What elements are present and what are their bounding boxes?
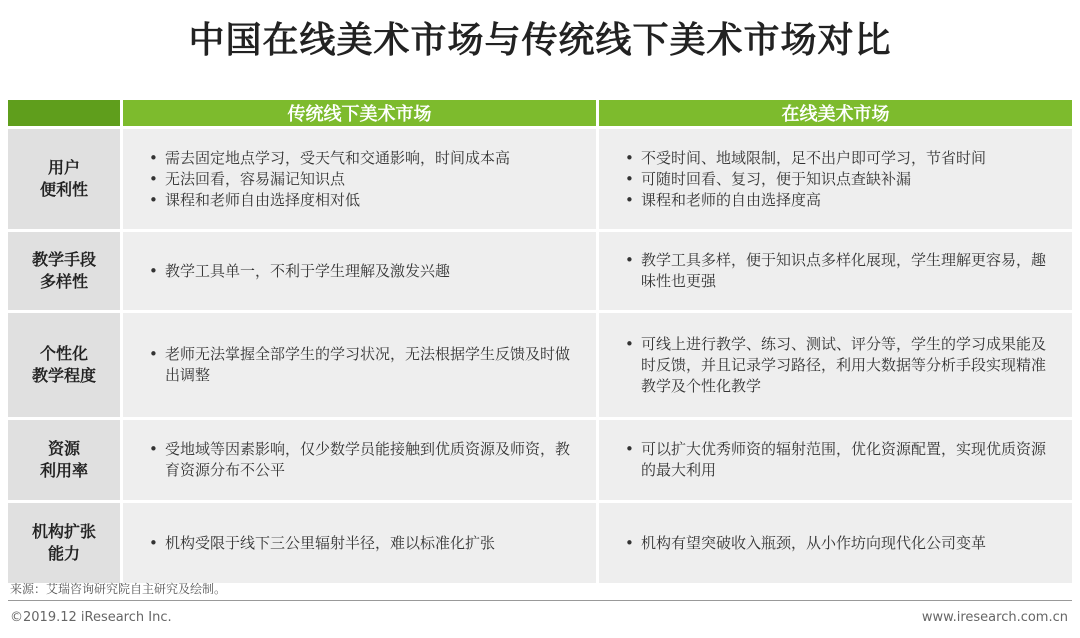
list-item: • 教学工具单一，不利于学生理解及激发兴趣	[153, 261, 450, 282]
cell-online-personalization	[599, 313, 1072, 417]
list-item: • 教学工具多样，便于知识点多样化展现，学生理解更容易，趣味性也更强	[629, 250, 1058, 292]
row-label-line: 利用率	[39, 461, 88, 480]
row-label-line: 能力	[47, 544, 80, 563]
cell-online-convenience	[599, 129, 1072, 229]
row-label-teaching-diversity	[8, 232, 120, 310]
row-label-line: 用户	[47, 158, 80, 177]
cell-online-teaching-diversity	[599, 232, 1072, 310]
list-item: • 机构受限于线下三公里辐射半径，难以标准化扩张	[153, 533, 495, 554]
table-header-online: 在线美术市场	[599, 100, 1072, 126]
cell-online-resource-utilization	[599, 420, 1072, 500]
list-item: • 需去固定地点学习，受天气和交通影响，时间成本高	[153, 148, 510, 169]
list-item: • 无法回看，容易漏记知识点	[153, 169, 510, 190]
list-item: • 老师无法掌握全部学生的学习状况，无法根据学生反馈及时做出调整	[153, 344, 582, 386]
list-item: • 可线上进行教学、练习、测试、评分等，学生的学习成果能及时反馈，并且记录学习路径，利用大数据等分析手段实现精准教学及个性化教学	[629, 334, 1058, 397]
cell-online-expansion	[599, 503, 1072, 583]
table-header-offline: 传统线下美术市场	[123, 100, 596, 126]
footer-divider	[8, 600, 1072, 601]
list-item: • 受地域等因素影响，仅少数学员能接触到优质资源及师资，教育资源分布不公平	[153, 439, 582, 481]
cell-offline-teaching-diversity	[123, 232, 596, 310]
table-header-corner	[8, 100, 120, 126]
list-item: • 机构有望突破收入瓶颈，从小作坊向现代化公司变革	[629, 533, 986, 554]
comparison-table	[8, 100, 1072, 583]
cell-offline-convenience	[123, 129, 596, 229]
cell-offline-personalization	[123, 313, 596, 417]
page-title: 中国在线美术市场与传统线下美术市场对比	[188, 20, 892, 61]
list-item: • 课程和老师自由选择度相对低	[153, 190, 510, 211]
row-label-convenience	[8, 129, 120, 229]
list-item: • 可随时回看、复习，便于知识点查缺补漏	[629, 169, 986, 190]
row-label-line: 资源	[47, 439, 80, 458]
row-label-line: 教学手段	[31, 250, 96, 269]
list-item: • 可以扩大优秀师资的辐射范围，优化资源配置，实现优质资源的最大利用	[629, 439, 1058, 481]
list-item: • 不受时间、地域限制，足不出户即可学习，节省时间	[629, 148, 986, 169]
row-label-line: 机构扩张	[31, 522, 96, 541]
copyright: ©2019.12 iResearch Inc.	[10, 610, 172, 625]
cell-offline-expansion	[123, 503, 596, 583]
source-note: 来源：艾瑞咨询研究院自主研究及绘制。	[10, 582, 227, 596]
row-label-line: 多样性	[39, 272, 88, 291]
row-label-line: 便利性	[39, 180, 88, 199]
row-label-resource-utilization	[8, 420, 120, 500]
row-label-line: 教学程度	[31, 366, 96, 385]
row-label-personalization	[8, 313, 120, 417]
website-link[interactable]: www.iresearch.com.cn	[921, 610, 1068, 625]
row-label-expansion	[8, 503, 120, 583]
list-item: • 课程和老师的自由选择度高	[629, 190, 986, 211]
cell-offline-resource-utilization	[123, 420, 596, 500]
row-label-line: 个性化	[39, 344, 88, 363]
